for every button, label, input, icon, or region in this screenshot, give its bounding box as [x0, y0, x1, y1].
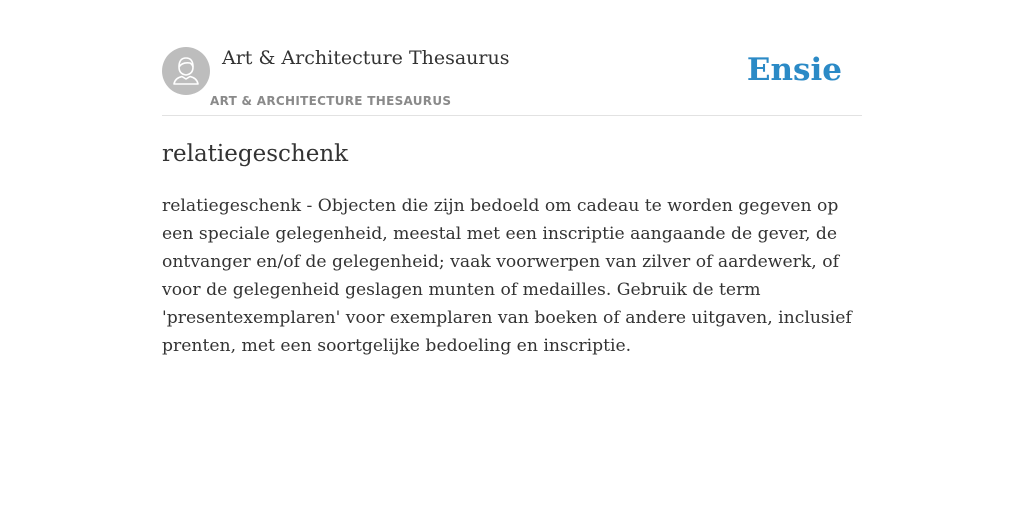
term-definition: relatiegeschenk - Objecten die zijn bedoeld om cadeau te worden gegeven op een speciale gelegenheid, meestal met een inscriptie aangaande de gever, de ontvanger en/of de gelegenheid; vaak voorwerpen van zilver of aardewerk, of voor de gelegenheid geslagen munten of medailles. Gebruik de term 'presentexemplaren' voor exemplaren van boeken of andere uitgaven, inclusief prenten, met een soortgelijke bedoeling en inscriptie. — [162, 196, 852, 356]
brand-logo[interactable]: Ensie — [746, 52, 842, 88]
source-subtitle: ART & ARCHITECTURE THESAURUS — [210, 94, 452, 108]
source-header — [162, 0, 862, 116]
source-title[interactable]: Art & Architecture Thesaurus — [222, 47, 510, 69]
avatar[interactable] — [162, 47, 210, 95]
user-icon — [162, 47, 210, 95]
term-title: relatiegeschenk — [162, 141, 349, 167]
